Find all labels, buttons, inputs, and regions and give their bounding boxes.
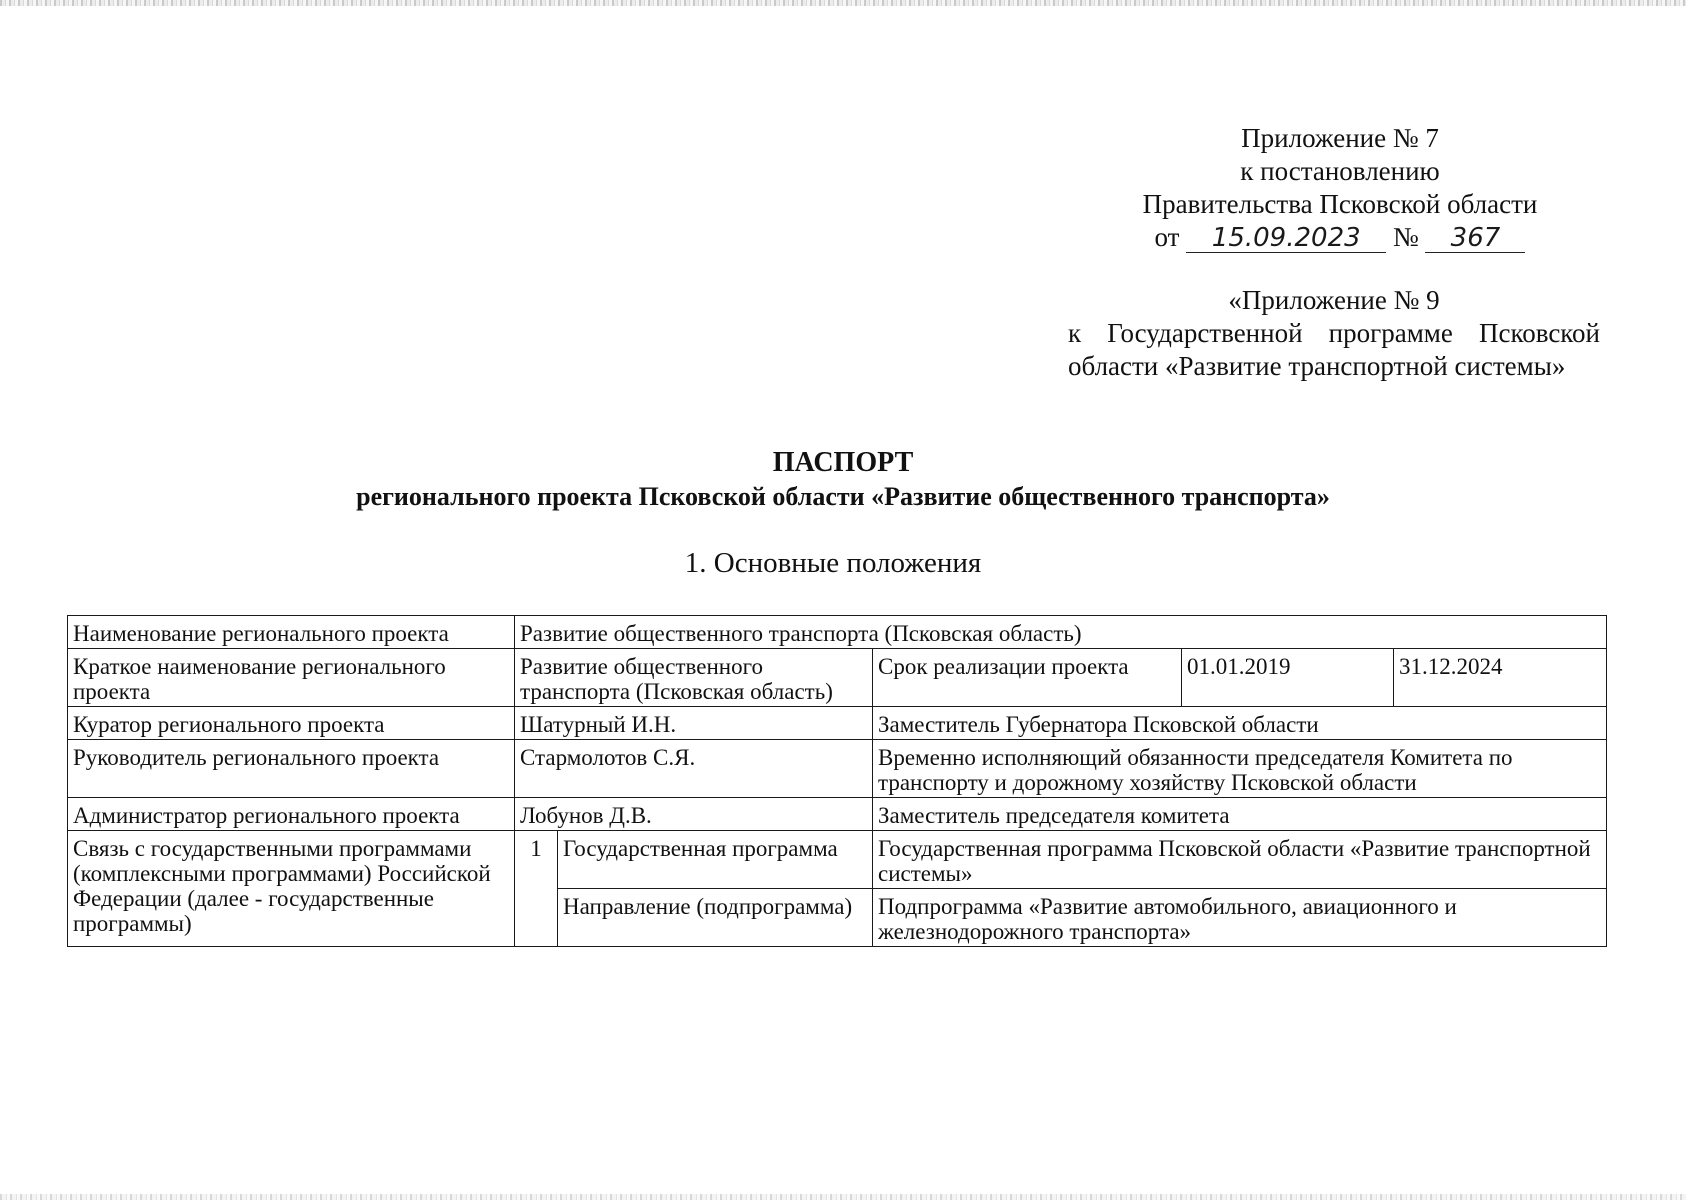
row-label: Администратор регионального проекта	[68, 798, 515, 831]
administrator-name: Лобунов Д.В.	[515, 798, 873, 831]
table-row-administrator	[68, 798, 1607, 831]
passport-table	[67, 615, 1607, 947]
direction-label: Направление (подпрограмма)	[558, 889, 873, 947]
row-label: Куратор регионального проекта	[68, 707, 515, 740]
section-heading: 1. Основные положения	[684, 547, 982, 579]
row-label: Связь с государственными программами (комплексными программами) Российской Федерации (далее - государственные программы)	[68, 831, 515, 947]
administrator-position: Заместитель председателя комитета	[873, 798, 1607, 831]
direction-value: Подпрограмма «Развитие автомобильного, авиационного и железнодорожного транспорта»	[873, 889, 1607, 947]
passport-title	[0, 446, 1686, 514]
term-start: 01.01.2019	[1182, 649, 1394, 707]
handwritten-date: 15.09.2023	[1186, 224, 1386, 253]
row-label: Руководитель регионального проекта	[68, 740, 515, 798]
scan-edge-top	[0, 0, 1686, 6]
table-row-project-name	[68, 616, 1607, 649]
title-subtitle: регионального проекта Псковской области «Развитие общественного транспорта»	[356, 482, 1330, 511]
appendix-line-2: к постановлению	[1240, 156, 1440, 186]
appendix-date-line	[1110, 221, 1570, 254]
appendix-line-3: Правительства Псковской области	[1142, 189, 1538, 219]
table-row-program-link	[68, 831, 1607, 889]
row-label: Краткое наименование регионального проекта	[68, 649, 515, 707]
program-value: Государственная программа Псковской области «Развитие транспортной системы»	[873, 831, 1607, 889]
number-label: №	[1392, 222, 1419, 252]
table-row-leader	[68, 740, 1607, 798]
short-name-value: Развитие общественного транспорта (Псковская область)	[515, 649, 873, 707]
date-prefix: от	[1154, 222, 1180, 252]
project-name-value: Развитие общественного транспорта (Псковская область)	[515, 616, 1607, 649]
program-number: 1	[515, 831, 558, 947]
row-label: Наименование регионального проекта	[68, 616, 515, 649]
appendix-9-line-3: области «Развитие транспортной системы»	[1068, 351, 1566, 381]
scan-edge-bottom	[0, 1194, 1686, 1200]
appendix-header	[1110, 122, 1570, 254]
appendix-9-line-2: к Государственной программе Псковской	[1068, 318, 1600, 348]
appendix-9-header	[1068, 284, 1600, 383]
appendix-line-1: Приложение № 7	[1241, 123, 1439, 153]
leader-name: Стармолотов С.Я.	[515, 740, 873, 798]
curator-name: Шатурный И.Н.	[515, 707, 873, 740]
table-row-short-name	[68, 649, 1607, 707]
leader-position: Временно исполняющий обязанности председателя Комитета по транспорту и дорожному хозяйству Псковской области	[873, 740, 1607, 798]
table-row-curator	[68, 707, 1607, 740]
program-label: Государственная программа	[558, 831, 873, 889]
appendix-9-line-1: «Приложение № 9	[1228, 285, 1440, 315]
curator-position: Заместитель Губернатора Псковской области	[873, 707, 1607, 740]
term-end: 31.12.2024	[1394, 649, 1607, 707]
term-label: Срок реализации проекта	[873, 649, 1182, 707]
title-main: ПАСПОРТ	[772, 447, 914, 478]
handwritten-number: 367	[1425, 224, 1525, 253]
